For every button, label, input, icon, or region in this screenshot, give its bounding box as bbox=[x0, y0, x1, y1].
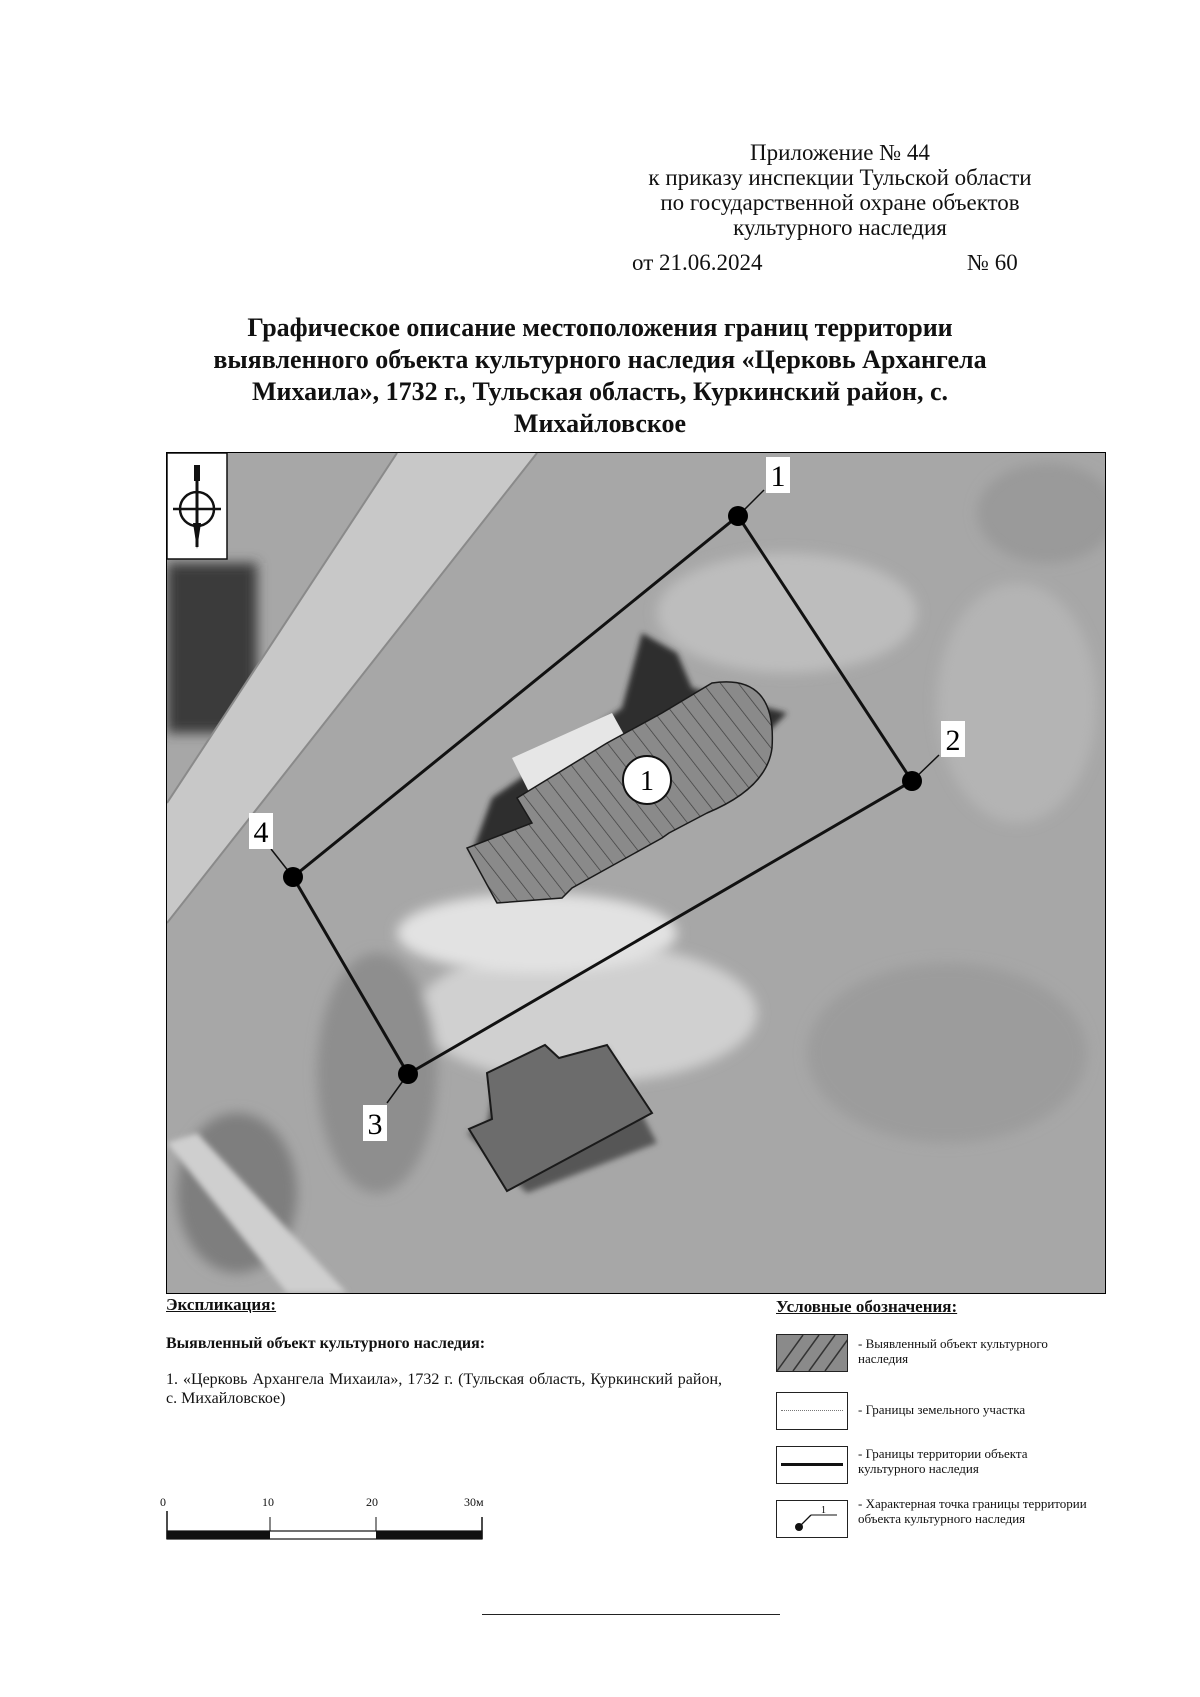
scale-bar bbox=[162, 1495, 492, 1545]
title-line: Михайловское bbox=[513, 409, 687, 438]
object-number-label: 1 bbox=[640, 766, 654, 797]
order-number: № 60 bbox=[967, 250, 1018, 275]
boundary-point-1 bbox=[728, 506, 748, 526]
explication-heading: Экспликация: bbox=[166, 1295, 277, 1314]
north-arrow-icon bbox=[167, 453, 227, 559]
appendix-header bbox=[560, 140, 1120, 240]
legend-text-point: - Характерная точка границы территории объекта культурного наследия bbox=[858, 1496, 1087, 1526]
aerial-background bbox=[167, 453, 1105, 1293]
point-label-2: 2 bbox=[945, 724, 961, 757]
legend-text-plot: - Границы земельного участка bbox=[858, 1402, 1026, 1417]
legend-text-territory: - Границы территории объекта культурного наследия bbox=[858, 1446, 1028, 1476]
yard bbox=[397, 893, 677, 973]
legend-point-sample-label: 1 bbox=[821, 1505, 826, 1516]
boundary-point-3 bbox=[398, 1064, 418, 1084]
scale-label: 10 bbox=[262, 1495, 274, 1509]
boundary-point-2 bbox=[902, 771, 922, 791]
appendix-line: по государственной охране объектов bbox=[660, 190, 1020, 215]
scale-bar-graphic bbox=[166, 1511, 484, 1541]
appendix-line: к приказу инспекции Тульской области bbox=[648, 165, 1032, 190]
appendix-line: культурного наследия bbox=[733, 215, 947, 240]
title-line: Михаила», 1732 г., Тульская область, Куркинский район, с. bbox=[251, 377, 949, 406]
legend-heading: Условные обозначения: bbox=[776, 1297, 958, 1316]
explication-item: 1. «Церковь Архангела Михаила», 1732 г. (Тульская область, Куркинский район, с. Михайловское) bbox=[166, 1371, 722, 1407]
appendix-line: Приложение № 44 bbox=[750, 140, 930, 165]
footer-rule bbox=[482, 1614, 780, 1615]
point-label-4: 4 bbox=[253, 816, 269, 849]
page-title bbox=[150, 312, 1050, 440]
legend-swatch-point bbox=[776, 1500, 848, 1538]
scale-label: 20 bbox=[366, 1495, 378, 1509]
order-date: от 21.06.2024 bbox=[632, 250, 763, 275]
explication-subheading: Выявленный объект культурного наследия: bbox=[166, 1335, 486, 1352]
map-canvas bbox=[167, 453, 1105, 1293]
legend-text-object: - Выявленный объект культурного наследия bbox=[858, 1336, 1048, 1366]
boundary-map bbox=[166, 452, 1106, 1294]
scale-label: 0 bbox=[160, 1495, 166, 1509]
title-line: выявленного объекта культурного наследия «Церковь Архангела bbox=[213, 345, 987, 374]
title-line: Графическое описание местоположения границ территории bbox=[247, 313, 953, 342]
point-label-1: 1 bbox=[770, 460, 786, 493]
point-label-3: 3 bbox=[367, 1108, 383, 1141]
boundary-point-4 bbox=[283, 867, 303, 887]
legend-swatch-object bbox=[776, 1334, 848, 1372]
legend-swatch-plot bbox=[776, 1392, 848, 1430]
scale-label: 30м bbox=[464, 1495, 484, 1509]
legend-swatch-territory bbox=[776, 1446, 848, 1484]
